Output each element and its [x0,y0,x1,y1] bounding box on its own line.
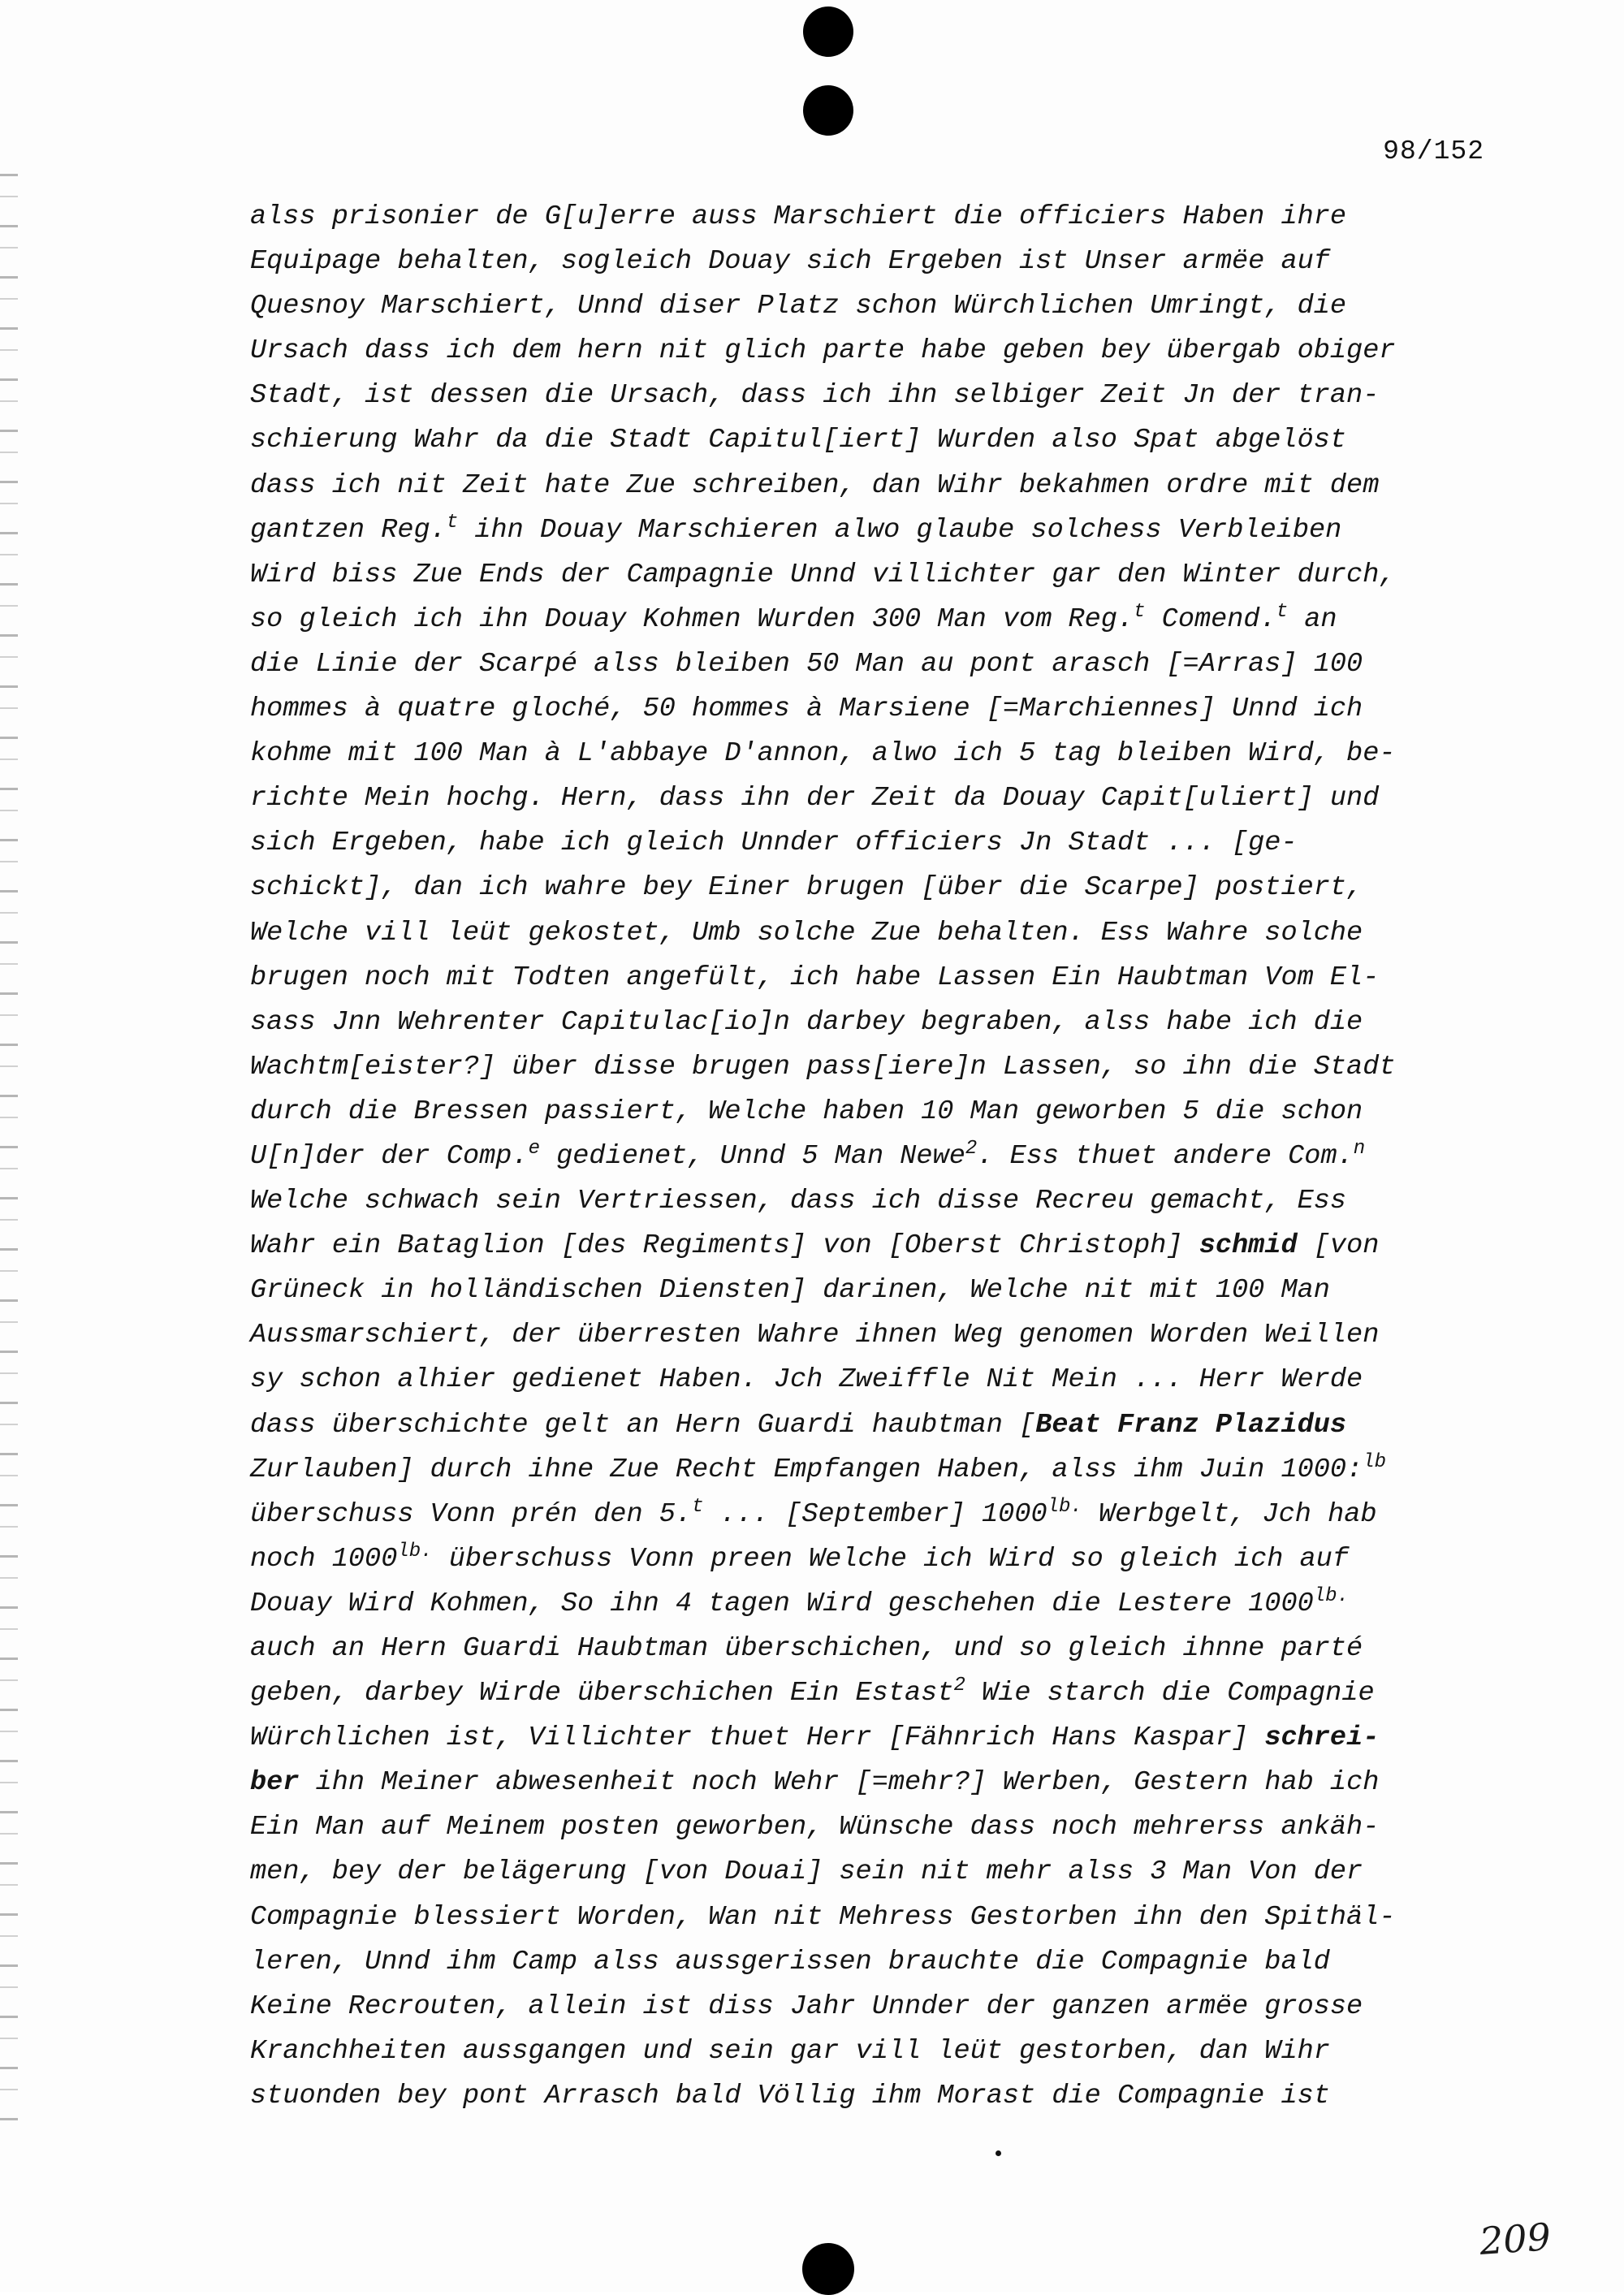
superscript-abbreviation: 2 [965,1137,978,1160]
text-line [250,866,1517,910]
superscript-abbreviation: t [692,1495,704,1518]
text-segment: ihn Meiner abwesenheit noch Wehr [=mehr?] Werben, Gestern hab ich [299,1767,1380,1799]
text-segment: Welche vill leüt gekostet, Umb solche Zue behalten. Ess Wahre solche [250,917,1363,949]
superscript-abbreviation: t [1134,600,1146,623]
superscript-abbreviation: lb [1363,1450,1387,1473]
text-segment: überschuss Vonn prén den 5. [250,1498,693,1530]
superscript-abbreviation: lb. [1313,1584,1349,1607]
text-line [250,195,1517,240]
text-segment: Keine Recrouten, allein ist diss Jahr Unnder der ganzen armëe grosse [250,1990,1363,2022]
text-segment: Werbgelt, Jch hab [1082,1498,1377,1530]
bold-name: ber [250,1767,300,1799]
handwritten-archive-number: 209 [1478,2215,1553,2263]
text-segment: die Linie der Scarpé alss bleiben 50 Man au pont arasch [=Arras] 100 [250,648,1363,680]
bold-name: schrei- [1264,1722,1380,1754]
text-segment: schierung Wahr da die Stadt Capitul[iert] Wurden also Spat abgelöst [250,425,1347,456]
text-segment: . Ess thuet andere Com. [977,1140,1354,1172]
text-segment: dass überschichte gelt an Hern Guardi haubtman [ [250,1409,1036,1441]
text-segment: Würchlichen ist, Villichter thuet Herr [Fähnrich Hans Kaspar] [250,1722,1265,1754]
text-segment: ihn Douay Marschieren alwo glaube solchess Verbleiben [458,514,1342,546]
text-segment: hommes à quatre gloché, 50 hommes à Marsiene [=Marchiennes] Unnd ich [250,694,1363,725]
text-segment: Aussmarschiert, der überresten Wahre ihnen Weg genomen Worden Weillen [250,1320,1380,1351]
bold-name: schmid [1199,1230,1298,1262]
text-segment: men, bey der belägerung [von Douai] sein nit mehr alss 3 Man Von der [250,1856,1363,1888]
text-segment: sich Ergeben, habe ich gleich Unnder officiers Jn Stadt ... [ge- [250,828,1298,859]
text-segment: sy schon alhier gedienet Haben. Jch Zweiffle Nit Mein ... Herr Werde [250,1364,1363,1396]
text-line [250,2074,1517,2119]
text-line [250,598,1517,642]
text-segment: Wird biss Zue Ends der Campagnie Unnd villichter gar den Winter durch, [250,559,1396,590]
text-line [250,1001,1517,1045]
text-segment: Equipage behalten, sogleich Douay sich Ergeben ist Unser armëe auf [250,246,1330,278]
text-line [250,418,1517,463]
text-line [250,1582,1517,1627]
text-segment: durch die Bressen passiert, Welche haben 10 Man geworben 5 die schon [250,1096,1363,1127]
text-segment: dass ich nit Zeit hate Zue schreiben, dan Wihr bekahmen ordre mit dem [250,469,1380,501]
text-line [250,1671,1517,1716]
text-line [250,1313,1517,1358]
text-line [250,1135,1517,1179]
superscript-abbreviation: e [528,1137,540,1160]
text-line [250,1761,1517,1805]
text-line [250,1224,1517,1269]
text-segment: Ein Man auf Meinem posten geworben, Wünsche dass noch mehrerss ankäh- [250,1812,1380,1843]
text-segment: Comend. [1145,603,1276,635]
text-line [250,642,1517,687]
text-segment: leren, Unnd ihm Camp alss aussgerissen brauchte die Compagnie bald [250,1946,1330,1977]
text-segment: kohme mit 100 Man à L'abbaye D'annon, alwo ich 5 tag bleiben Wird, be- [250,738,1396,770]
text-segment: Wie starch die Compagnie [965,1678,1375,1709]
page-number: 98/152 [1383,136,1484,166]
text-line [250,956,1517,1001]
text-segment: richte Mein hochg. Hern, dass ihn der Zeit da Douay Capit[uliert] und [250,783,1380,815]
text-segment: sass Jnn Wehrenter Capitulac[io]n darbey begraben, alss habe ich die [250,1006,1363,1038]
text-segment: Douay Wird Kohmen, So ihn 4 tagen Wird geschehen die Lestere 1000 [250,1588,1314,1619]
text-line [250,508,1517,553]
text-segment: alss prisonier de G[u]erre auss Marschiert die officiers Haben ihre [250,201,1347,232]
superscript-abbreviation: t [446,511,459,534]
text-segment: U[n]der der Comp. [250,1140,529,1172]
text-line [250,1537,1517,1582]
text-line [250,1090,1517,1135]
text-segment: brugen noch mit Todten angefült, ich habe Lassen Ein Haubtman Vom El- [250,962,1380,993]
punch-hole-second [803,85,853,136]
superscript-abbreviation: lb. [397,1540,433,1562]
text-segment: Ursach dass ich dem hern nit glich parte habe geben bey übergab obiger [250,335,1396,367]
text-segment: so gleich ich ihn Douay Kohmen Wurden 300 Man vom Reg. [250,603,1134,635]
text-segment: noch 1000 [250,1543,398,1575]
stray-dot-mark [996,2150,1001,2156]
text-line [250,553,1517,598]
text-segment: Welche schwach sein Vertriessen, dass ich disse Recreu gemacht, Ess [250,1186,1347,1217]
text-segment: gantzen Reg. [250,514,447,546]
text-segment: gedienet, Unnd 5 Man Newe [539,1140,965,1172]
superscript-abbreviation: lb. [1047,1495,1082,1518]
text-line [250,240,1517,284]
text-line [250,374,1517,418]
text-segment: ... [September] 1000 [703,1498,1047,1530]
text-segment: überschuss Vonn preen Welche ich Wird so gleich ich auf [432,1543,1349,1575]
text-line [250,1493,1517,1537]
punch-hole-top [803,6,853,57]
text-segment: Kranchheiten aussgangen und sein gar vill leüt gestorben, dan Wihr [250,2035,1330,2067]
punch-hole-bottom [802,2243,854,2295]
text-line [250,1805,1517,1850]
text-line [250,1358,1517,1402]
text-line [250,776,1517,821]
text-segment: Stadt, ist dessen die Ursach, dass ich ihn selbiger Zeit Jn der tran- [250,380,1380,412]
text-segment: Wahr ein Bataglion [des Regiments] von [Oberst Christoph] [250,1230,1199,1262]
text-segment: Quesnoy Marschiert, Unnd diser Platz schon Würchlichen Umringt, die [250,291,1347,322]
text-segment: Grüneck in holländischen Diensten] darinen, Welche nit mit 100 Man [250,1275,1330,1307]
text-line [250,821,1517,866]
text-line [250,1179,1517,1224]
text-segment: auch an Hern Guardi Haubtman überschichen, und so gleich ihnne parté [250,1633,1363,1664]
text-segment: Wachtm[eister?] über disse brugen pass[iere]n Lassen, so ihn die Stadt [250,1051,1396,1083]
text-line [250,284,1517,329]
superscript-abbreviation: n [1353,1137,1366,1160]
binding-edge-marks [0,146,18,2136]
text-line [250,1985,1517,2029]
text-segment: [von [1297,1230,1380,1262]
text-line [250,1269,1517,1313]
text-line [250,1940,1517,1985]
text-line [250,1895,1517,1940]
text-segment: stuonden bey pont Arrasch bald Völlig ihm Morast die Compagnie ist [250,2080,1330,2111]
text-line [250,2029,1517,2074]
text-line [250,1716,1517,1761]
text-line [250,1850,1517,1895]
text-line [250,1403,1517,1448]
text-line [250,1627,1517,1671]
superscript-abbreviation: t [1276,600,1289,623]
text-segment: Zurlauben] durch ihne Zue Recht Empfangen Haben, alss ihm Juin 1000: [250,1454,1363,1485]
bold-name: Beat Franz Plazidus [1035,1409,1347,1441]
text-line [250,1448,1517,1493]
text-segment: Compagnie blessiert Worden, Wan nit Mehress Gestorben ihn den Spithäl- [250,1901,1396,1933]
transcription-text-block [250,195,1517,2119]
text-segment: schickt], dan ich wahre bey Einer brugen [über die Scarpe] postiert, [250,872,1363,904]
text-line [250,464,1517,508]
text-segment: an [1288,603,1337,635]
text-line [250,329,1517,374]
superscript-abbreviation: 2 [953,1675,965,1697]
text-line [250,911,1517,956]
text-line [250,687,1517,732]
text-line [250,1045,1517,1090]
text-line [250,732,1517,776]
text-segment: geben, darbey Wirde überschichen Ein Estast [250,1678,954,1709]
